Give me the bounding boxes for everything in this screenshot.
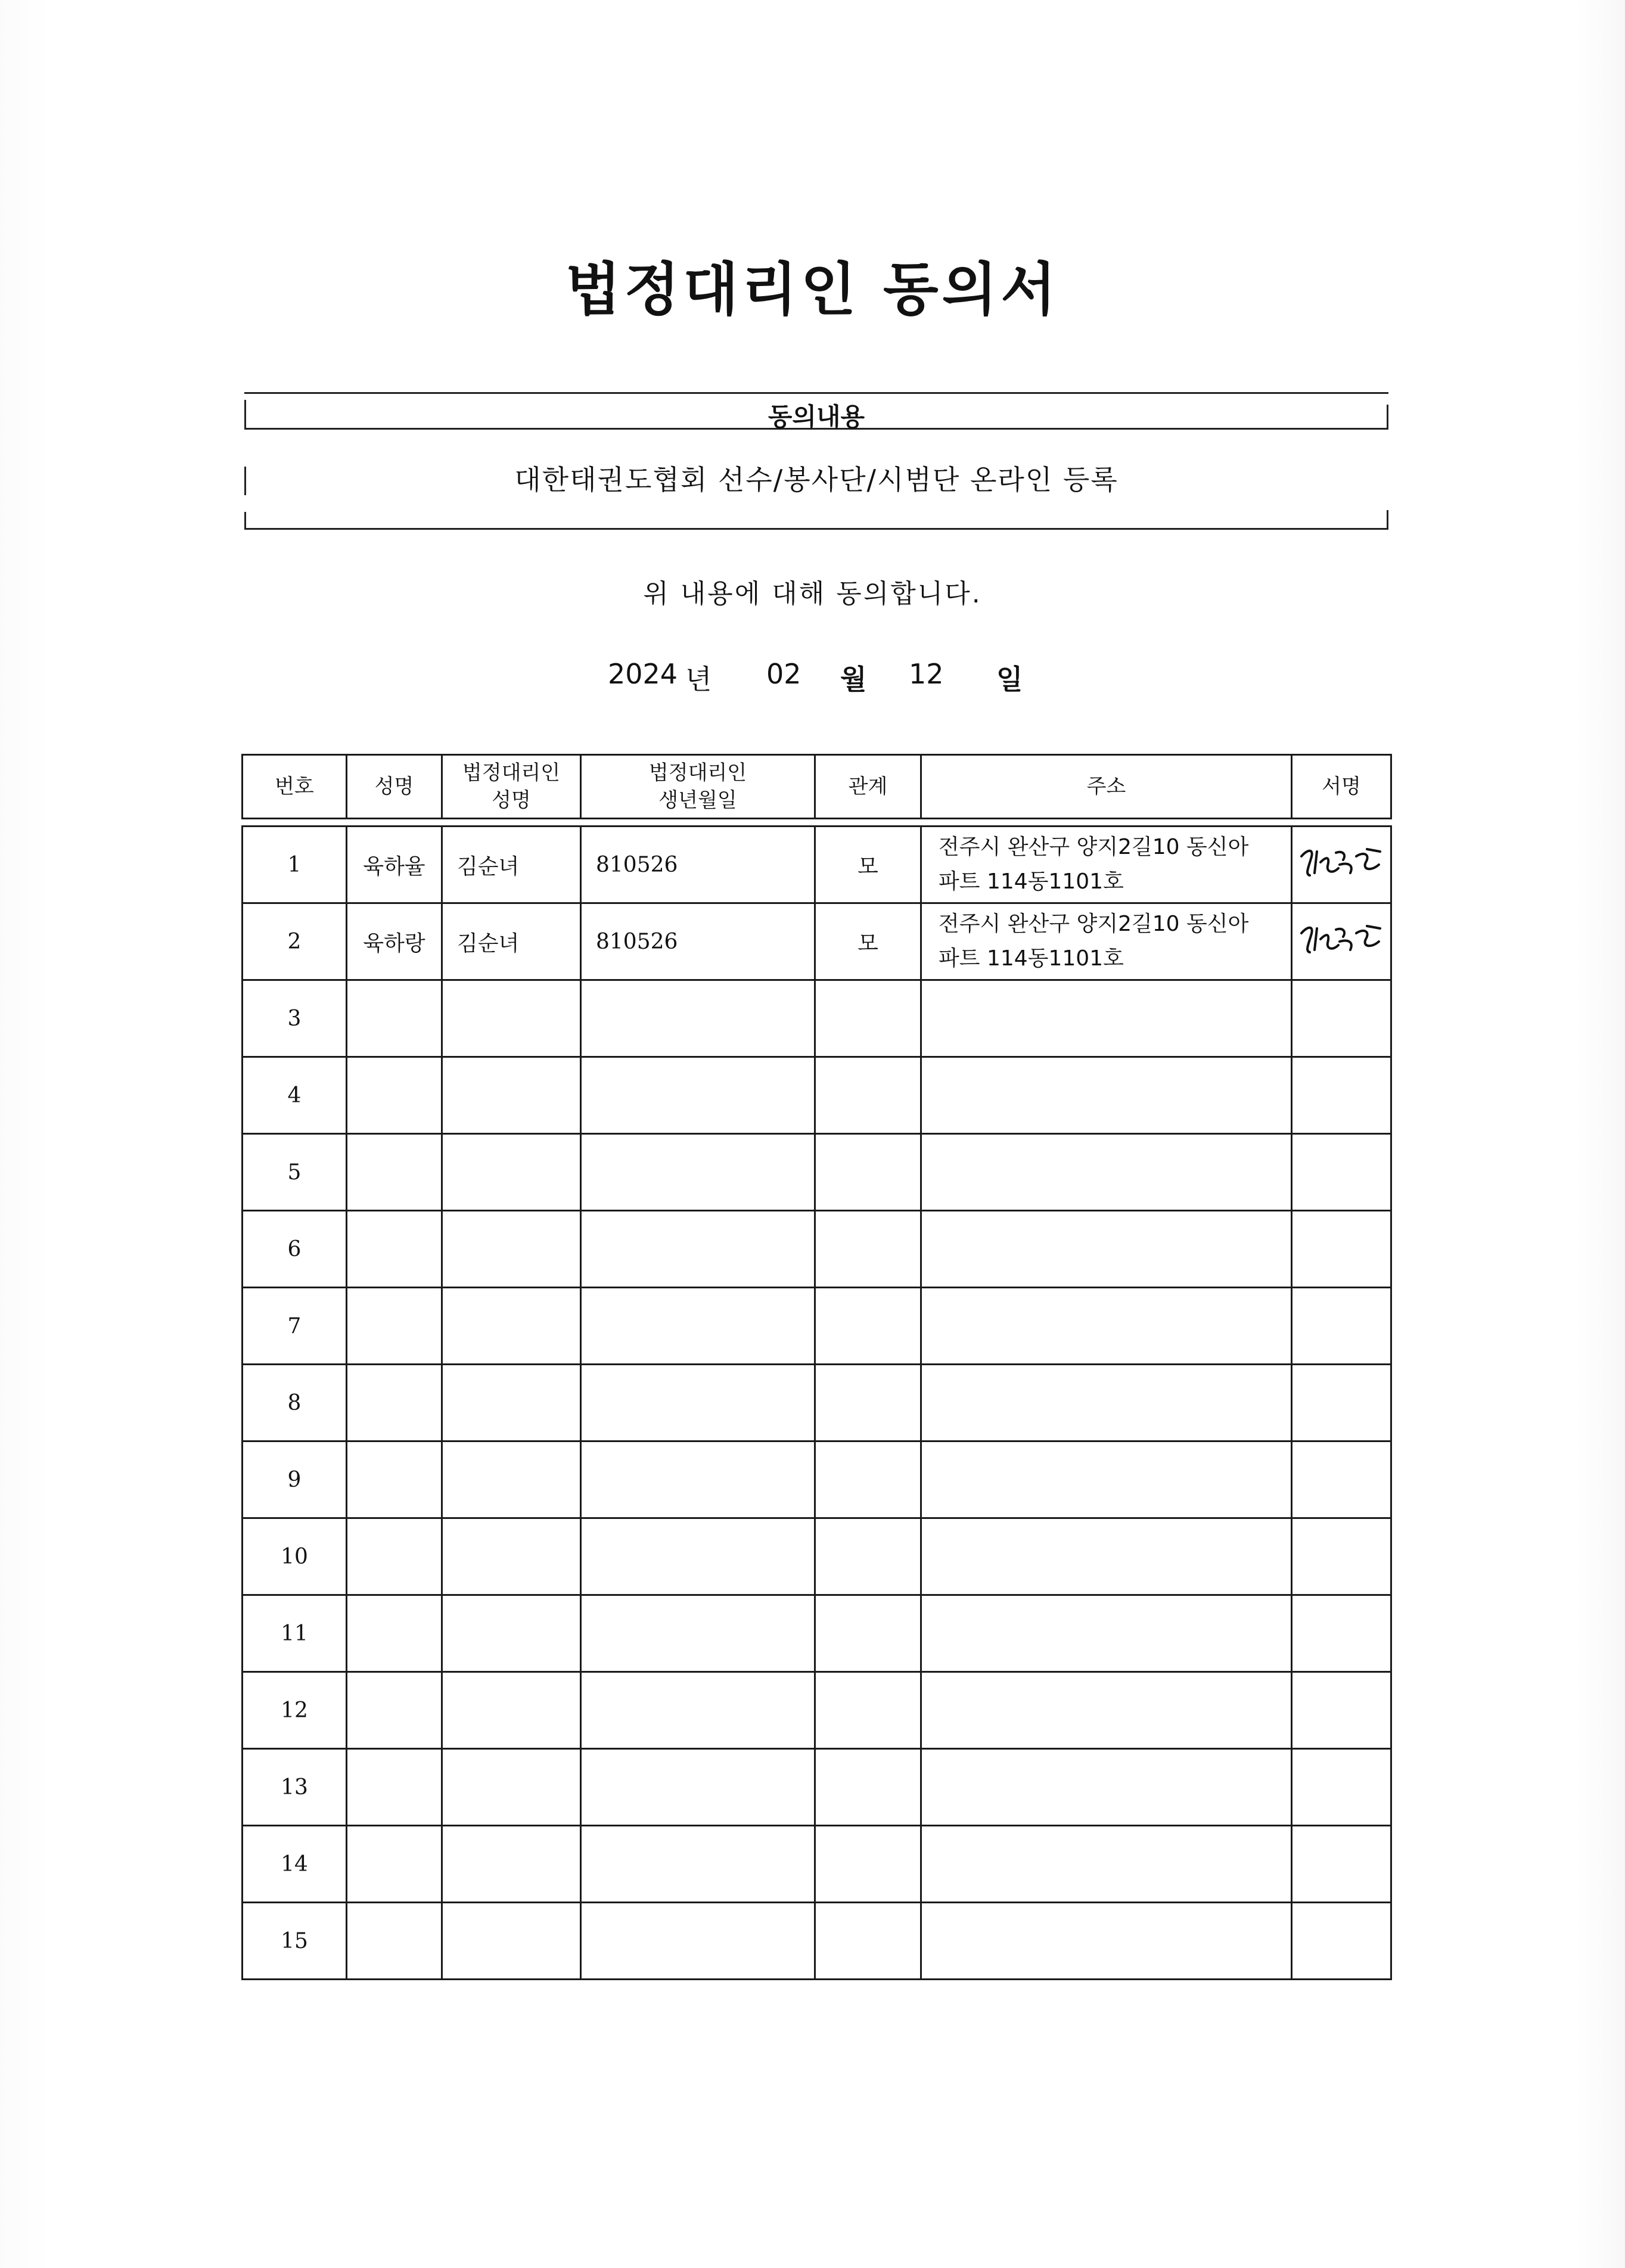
row-address bbox=[921, 1441, 1292, 1518]
row-signature bbox=[1292, 1826, 1391, 1903]
row-rep-name bbox=[442, 1365, 581, 1441]
row-relation bbox=[815, 1365, 921, 1441]
table-row bbox=[243, 1826, 1391, 1903]
table-row bbox=[243, 1057, 1391, 1134]
row-address-line1: 전주시 완산구 양지2길10 동신아 bbox=[939, 912, 1249, 936]
row-number: 2 bbox=[243, 903, 347, 980]
row-rep-birth: 810526 bbox=[581, 827, 815, 903]
row-name bbox=[347, 1365, 442, 1441]
row-number: 8 bbox=[243, 1365, 347, 1441]
row-number: 12 bbox=[243, 1672, 347, 1749]
row-address bbox=[921, 1365, 1292, 1441]
row-rep-name bbox=[442, 1749, 581, 1826]
header-rep-birth bbox=[581, 755, 815, 819]
row-rep-birth bbox=[581, 980, 815, 1057]
handwritten-signature bbox=[1297, 915, 1386, 963]
row-address-line1: 전주시 완산구 양지2길10 동신아 bbox=[939, 835, 1249, 859]
row-signature bbox=[1292, 1518, 1391, 1595]
row-relation bbox=[815, 1288, 921, 1365]
row-rep-name bbox=[442, 1441, 581, 1518]
row-rep-birth bbox=[581, 1288, 815, 1365]
agreement-statement: 위 내용에 대해 동의합니다. bbox=[643, 579, 982, 609]
row-rep-name bbox=[442, 1672, 581, 1749]
date-month-label: 월 bbox=[840, 663, 867, 695]
table-row bbox=[243, 1365, 1391, 1441]
row-signature bbox=[1292, 1749, 1391, 1826]
table-row bbox=[243, 1672, 1391, 1749]
row-address bbox=[921, 980, 1292, 1057]
row-rep-birth bbox=[581, 1518, 815, 1595]
row-rep-name bbox=[442, 1134, 581, 1211]
page-title: 법정대리인 동의서 bbox=[565, 256, 1060, 323]
table-row bbox=[243, 1903, 1391, 1980]
row-signature bbox=[1292, 827, 1391, 903]
row-rep-name bbox=[442, 1057, 581, 1134]
row-name: 육하랑 bbox=[347, 903, 442, 980]
date-year: 2024 bbox=[608, 658, 678, 690]
consent-box bbox=[244, 392, 1388, 530]
row-rep-birth bbox=[581, 1365, 815, 1441]
row-name bbox=[347, 1288, 442, 1365]
row-address bbox=[921, 1672, 1292, 1749]
row-rep-birth bbox=[581, 1826, 815, 1903]
row-name bbox=[347, 1518, 442, 1595]
handwritten-signature bbox=[1297, 838, 1386, 886]
row-rep-name bbox=[442, 1595, 581, 1672]
row-signature bbox=[1292, 1595, 1391, 1672]
row-relation bbox=[815, 1134, 921, 1211]
row-address bbox=[921, 903, 1292, 980]
table-row bbox=[243, 1518, 1391, 1595]
row-number: 11 bbox=[243, 1595, 347, 1672]
row-address bbox=[921, 1903, 1292, 1980]
table-body bbox=[243, 827, 1391, 1980]
table-header-row bbox=[243, 755, 1391, 819]
row-signature bbox=[1292, 1903, 1391, 1980]
row-relation bbox=[815, 1672, 921, 1749]
row-number: 14 bbox=[243, 1826, 347, 1903]
header-rep-birth-line1: 법정대리인 bbox=[648, 761, 747, 785]
header-rep-name-line2: 성명 bbox=[492, 788, 531, 812]
row-rep-birth bbox=[581, 1441, 815, 1518]
header-rep-name bbox=[442, 755, 581, 819]
row-rep-birth: 810526 bbox=[581, 903, 815, 980]
row-rep-name bbox=[442, 1826, 581, 1903]
row-address bbox=[921, 1826, 1292, 1903]
table-row bbox=[243, 1211, 1391, 1288]
date-day: 12 bbox=[909, 658, 944, 690]
row-address-line2: 파트 114동1101호 bbox=[939, 869, 1124, 894]
row-relation bbox=[815, 1595, 921, 1672]
row-rep-birth bbox=[581, 1057, 815, 1134]
row-rep-name bbox=[442, 1518, 581, 1595]
table-row bbox=[243, 1749, 1391, 1826]
row-name bbox=[347, 980, 442, 1057]
row-signature bbox=[1292, 1134, 1391, 1211]
header-relation: 관계 bbox=[815, 755, 921, 819]
row-rep-name bbox=[442, 1903, 581, 1980]
row-signature bbox=[1292, 1211, 1391, 1288]
row-signature bbox=[1292, 1441, 1391, 1518]
row-number: 10 bbox=[243, 1518, 347, 1595]
row-relation bbox=[815, 1749, 921, 1826]
row-number: 1 bbox=[243, 827, 347, 903]
row-address bbox=[921, 1288, 1292, 1365]
row-name bbox=[347, 1826, 442, 1903]
row-name bbox=[347, 1672, 442, 1749]
row-name bbox=[347, 1749, 442, 1826]
row-address bbox=[921, 827, 1292, 903]
row-relation bbox=[815, 1826, 921, 1903]
row-number: 13 bbox=[243, 1749, 347, 1826]
table-row bbox=[243, 827, 1391, 903]
row-rep-birth bbox=[581, 1134, 815, 1211]
row-number: 4 bbox=[243, 1057, 347, 1134]
table-row bbox=[243, 903, 1391, 980]
row-address bbox=[921, 1749, 1292, 1826]
row-number: 7 bbox=[243, 1288, 347, 1365]
row-rep-name bbox=[442, 980, 581, 1057]
row-address bbox=[921, 1134, 1292, 1211]
consent-header: 동의내용 bbox=[768, 402, 865, 431]
row-name bbox=[347, 1441, 442, 1518]
header-name: 성명 bbox=[347, 755, 442, 819]
row-number: 15 bbox=[243, 1903, 347, 1980]
row-signature bbox=[1292, 903, 1391, 980]
row-relation bbox=[815, 1211, 921, 1288]
row-name bbox=[347, 1211, 442, 1288]
row-rep-name: 김순녀 bbox=[442, 827, 581, 903]
row-rep-birth bbox=[581, 1749, 815, 1826]
row-rep-name: 김순녀 bbox=[442, 903, 581, 980]
row-address bbox=[921, 1057, 1292, 1134]
header-rep-birth-line2: 생년월일 bbox=[658, 788, 737, 812]
table-row bbox=[243, 1595, 1391, 1672]
row-name bbox=[347, 1134, 442, 1211]
row-signature bbox=[1292, 1365, 1391, 1441]
row-name bbox=[347, 1903, 442, 1980]
row-signature bbox=[1292, 980, 1391, 1057]
header-address: 주소 bbox=[921, 755, 1292, 819]
row-relation bbox=[815, 1057, 921, 1134]
row-name bbox=[347, 1057, 442, 1134]
row-signature bbox=[1292, 1288, 1391, 1365]
row-number: 6 bbox=[243, 1211, 347, 1288]
table-row bbox=[243, 1134, 1391, 1211]
row-name: 육하율 bbox=[347, 827, 442, 903]
table-row bbox=[243, 980, 1391, 1057]
date-day-label: 일 bbox=[996, 663, 1023, 695]
date-month: 02 bbox=[766, 658, 801, 690]
row-relation bbox=[815, 980, 921, 1057]
row-relation: 모 bbox=[815, 827, 921, 903]
header-no: 번호 bbox=[243, 755, 347, 819]
row-number: 9 bbox=[243, 1441, 347, 1518]
header-signature: 서명 bbox=[1292, 755, 1391, 819]
header-rep-name-line1: 법정대리인 bbox=[462, 761, 561, 785]
row-signature bbox=[1292, 1672, 1391, 1749]
row-rep-birth bbox=[581, 1211, 815, 1288]
registration-table bbox=[241, 754, 1392, 1980]
row-signature bbox=[1292, 1057, 1391, 1134]
row-rep-birth bbox=[581, 1903, 815, 1980]
row-name bbox=[347, 1595, 442, 1672]
date-year-label: 년 bbox=[685, 663, 712, 695]
table-row bbox=[243, 1288, 1391, 1365]
table-row bbox=[243, 1441, 1391, 1518]
row-relation bbox=[815, 1903, 921, 1980]
row-address bbox=[921, 1595, 1292, 1672]
row-relation bbox=[815, 1518, 921, 1595]
row-address bbox=[921, 1518, 1292, 1595]
row-address-line2: 파트 114동1101호 bbox=[939, 946, 1124, 971]
row-address bbox=[921, 1211, 1292, 1288]
row-relation: 모 bbox=[815, 903, 921, 980]
row-rep-name bbox=[442, 1288, 581, 1365]
row-relation bbox=[815, 1441, 921, 1518]
row-number: 3 bbox=[243, 980, 347, 1057]
row-rep-name bbox=[442, 1211, 581, 1288]
row-number: 5 bbox=[243, 1134, 347, 1211]
row-rep-birth bbox=[581, 1595, 815, 1672]
consent-body: 대한태권도협회 선수/봉사단/시범단 온라인 등록 bbox=[514, 464, 1118, 496]
row-rep-birth bbox=[581, 1672, 815, 1749]
